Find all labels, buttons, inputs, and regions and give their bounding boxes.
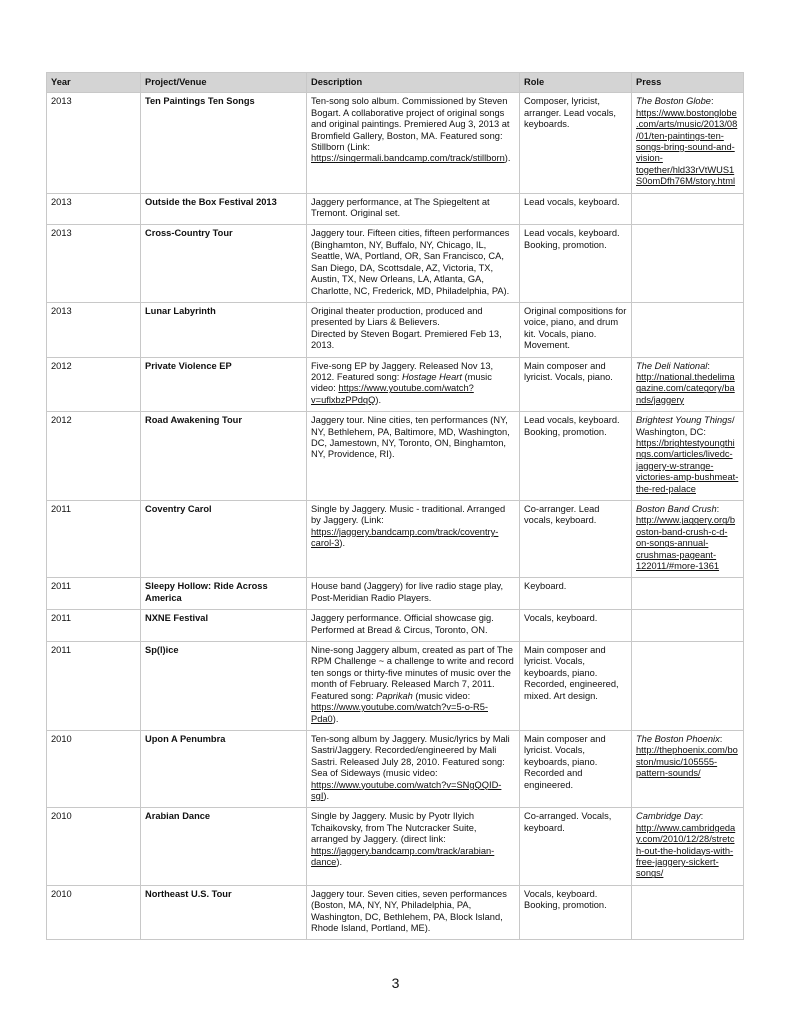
page-number: 3 [391,975,400,991]
press-link[interactable]: https://www.bostonglobe.com/arts/music/2013/08/01/ten-paintings-ten-songs-bring-sound-and-vision-together/hld33rVtWUS1S0omDfh76M/story.html [636,107,738,187]
year-cell: 2013 [47,193,141,225]
role-cell: Original compositions for voice, piano, and drum kit. Vocals, piano. Movement. [520,302,632,357]
year-header: Year [47,73,141,93]
table-row [47,808,744,885]
description-text: ). [504,153,511,164]
table-row [47,193,744,225]
description-cell [307,610,520,642]
project-cell: Sp(l)ice [141,642,307,731]
description-header: Description [307,73,520,93]
table-row [47,730,744,807]
role-cell: Keyboard. [520,578,632,610]
description-text: Directed by Steven Bogart. Premiered Feb 13, 2013. [311,328,502,351]
press-separator: : [719,733,723,744]
role-cell: Main composer and lyricist. Vocals, keyboards, piano. Recorded, engineered, mixed. Art design. [520,642,632,731]
description-text: ). [336,856,343,867]
table-row [47,885,744,940]
description-cell [307,225,520,302]
featured-song-title: Paprikah [376,690,413,701]
year-cell: 2013 [47,93,141,193]
press-source: The Deli National [636,360,708,371]
description-text: House band (Jaggery) for live radio stage play, Post-Meridian Radio Players. [311,581,504,603]
project-cell: Coventry Carol [141,501,307,578]
press-link[interactable]: https://brightestyoungthings.com/articles/livedc-jaggery-w-strange-victories-amp-bushmeat-the-red-palace [636,437,739,494]
project-cell: NXNE Festival [141,610,307,642]
description-cell [307,93,520,193]
project-cell: Outside the Box Festival 2013 [141,193,307,225]
project-header: Project/Venue [141,73,307,93]
description-cell [307,730,520,807]
role-cell: Lead vocals, keyboard. Booking, promotion. [520,412,632,501]
description-text: Jaggery performance. Official showcase gig. Performed at Bread & Circus, Toronto, ON. [311,613,494,635]
role-cell: Main composer and lyricist. Vocals, piano. [520,357,632,412]
description-text: Jaggery tour. Nine cities, ten performances (NY, NY, Bethlehem, PA, Baltimore, MD, Washington, DC, Jamestown, NY, Toronto, ON, Binghamton, NY, Providence, RI). [311,415,510,460]
press-header: Press [632,73,744,93]
role-header: Role [520,73,632,93]
press-cell [632,93,744,193]
press-separator: : [716,504,720,514]
year-cell: 2011 [47,578,141,610]
description-cell [307,578,520,610]
press-link[interactable]: http://thephoenix.com/boston/music/105555-pattern-sounds/ [636,745,738,779]
year-cell: 2011 [47,501,141,578]
project-cell: Arabian Dance [141,808,307,885]
press-separator: : [700,811,704,822]
press-cell [632,302,744,357]
press-separator: : [710,96,714,107]
press-cell [632,225,744,302]
description-text: (music video: [311,371,492,394]
press-cell [632,642,744,731]
description-text: Five-song EP by Jaggery. Released Nov 13, 2012. Featured song: [311,360,494,382]
year-cell: 2012 [47,412,141,501]
year-cell: 2010 [47,885,141,940]
table-row [47,642,744,731]
description-cell [307,412,520,501]
description-cell [307,193,520,225]
project-cell: Northeast U.S. Tour [141,885,307,940]
table-row [47,412,744,501]
table-header-row [47,73,744,93]
role-cell: Co-arranged. Vocals, keyboard. [520,808,632,885]
press-link[interactable]: http://www.cambridgeday.com/2010/12/28/stretch-out-the-holidays-with-free-jaggery-sickert-songs/ [636,822,736,879]
press-separator: / Washington, DC: [636,415,735,437]
role-cell: Composer, lyricist, arranger. Lead vocals, keyboards. [520,93,632,193]
table-row [47,357,744,412]
role-cell: Main composer and lyricist. Vocals, keyboards, piano. Recorded and engineered. [520,730,632,807]
description-cell [307,642,520,731]
project-cell: Sleepy Hollow: Ride Across America [141,578,307,610]
description-link[interactable]: https://www.youtube.com/watch?v=5-o-R5-Pda0 [311,702,488,724]
press-cell [632,193,744,225]
press-cell [632,578,744,610]
role-cell: Vocals, keyboard. [520,610,632,642]
press-cell [632,730,744,807]
press-cell [632,885,744,940]
description-link[interactable]: https://www.youtube.com/watch?v=SNgQQID-sgI [311,779,502,801]
description-text: Ten-song album by Jaggery. Music/lyrics by Mali Sastri/Jaggery. Recorded/engineered by Mali Sastri. Released July 28, 2010. Featured song: Sea of Sideways (music video: [311,733,510,779]
description-text: Ten-song solo album. Commissioned by Steven Bogart. A collaborative project of original songs and original paintings. Premiered Aug 3, 2013 at Bromfield Gallery, Boston, MA. Featured song: Stillborn (Link: [311,96,510,153]
press-source: The Boston Globe [636,96,711,107]
table-row [47,578,744,610]
role-cell: Lead vocals, keyboard. Booking, promotion. [520,225,632,302]
project-cell: Cross-Country Tour [141,225,307,302]
table-row [47,225,744,302]
description-cell [307,357,520,412]
year-cell: 2010 [47,730,141,807]
description-text: Nine-song Jaggery album, created as part of The RPM Challenge ~ a challenge to write and record ten songs or thirty-five minutes of music over the month of February. Released March 7, 2011. Featured song: [311,645,514,701]
description-text: Single by Jaggery. Music - traditional. Arranged by Jaggery. (Link: [311,504,506,526]
role-cell: Co-arranger. Lead vocals, keyboard. [520,501,632,578]
description-link[interactable]: https://www.youtube.com/watch?v=uflxbzPPdqQ [311,383,474,405]
description-cell [307,885,520,940]
description-text: ). [323,790,330,801]
project-cell: Private Violence EP [141,357,307,412]
description-text: ). [339,538,346,549]
role-cell: Lead vocals, keyboard. [520,193,632,225]
press-cell [632,501,744,578]
description-link[interactable]: https://singermali.bandcamp.com/track/stillborn [311,153,505,164]
table-row [47,93,744,193]
project-cell: Upon A Penumbra [141,730,307,807]
description-text: ). [375,394,382,405]
description-cell [307,501,520,578]
year-cell: 2011 [47,642,141,731]
project-cell: Ten Paintings Ten Songs [141,93,307,193]
press-link[interactable]: http://www.jaggery.org/boston-band-crush-c-d-on-songs-annual-crushmas-pageant-122011/#more-1361 [636,515,736,572]
press-source: Cambridge Day [636,811,701,822]
description-text: Jaggery performance, at The Spiegeltent at Tremont. Original set. [311,196,490,219]
table-row [47,610,744,642]
press-cell [632,412,744,501]
year-cell: 2013 [47,225,141,302]
project-cell: Lunar Labyrinth [141,302,307,357]
description-cell [307,808,520,885]
press-cell [632,808,744,885]
year-cell: 2012 [47,357,141,412]
description-cell [307,302,520,357]
press-source: Brightest Young Things [636,415,732,426]
press-source: Boston Band Crush [636,504,717,514]
description-link[interactable]: https://jaggery.bandcamp.com/track/arabian-dance [311,845,495,867]
press-cell [632,357,744,412]
project-cell: Road Awakening Tour [141,412,307,501]
description-text: Original theater production, produced and presented by Liars & Believers. [311,305,483,328]
table-row [47,501,744,578]
description-text: (music video: [412,690,471,701]
featured-song-title: Hostage Heart [401,371,462,382]
description-text: Single by Jaggery. Music by Pyotr Ilyich Tchaikovsky, from The Nutcracker Suite, arranged by Jaggery. (direct link: [311,811,477,845]
role-cell: Vocals, keyboard. Booking, promotion. [520,885,632,940]
description-text: Jaggery tour. Seven cities, seven performances (Boston, MA, NY, NY, Philadelphia, PA, Washington, DC, Bethlehem, PA, Block Island, Rhode Island, Portland, ME). [311,888,507,933]
credits-table [46,72,744,940]
press-cell [632,610,744,642]
description-link[interactable]: https://jaggery.bandcamp.com/track/coventry-carol-3 [311,526,499,549]
press-source: The Boston Phoenix [636,733,720,744]
press-link[interactable]: http://national.thedelimagazine.com/category/bands/jaggery [636,371,735,405]
description-text: Jaggery tour. Fifteen cities, fifteen performances (Binghamton, NY, Buffalo, NY, Chicago, IL, Seattle, WA, Portland, OR, San Francisco, CA, San Diego, DA, Scottsdale, AZ, Victoria, TX, Austin, TX, New Orleans, LA, Atlanta, GA, Charlotte, NC, Frederick, MD, Philadelphia, PA). [311,228,510,296]
description-text: ). [332,713,339,724]
table-row [47,302,744,357]
press-separator: : [707,360,710,371]
year-cell: 2011 [47,610,141,642]
year-cell: 2010 [47,808,141,885]
year-cell: 2013 [47,302,141,357]
